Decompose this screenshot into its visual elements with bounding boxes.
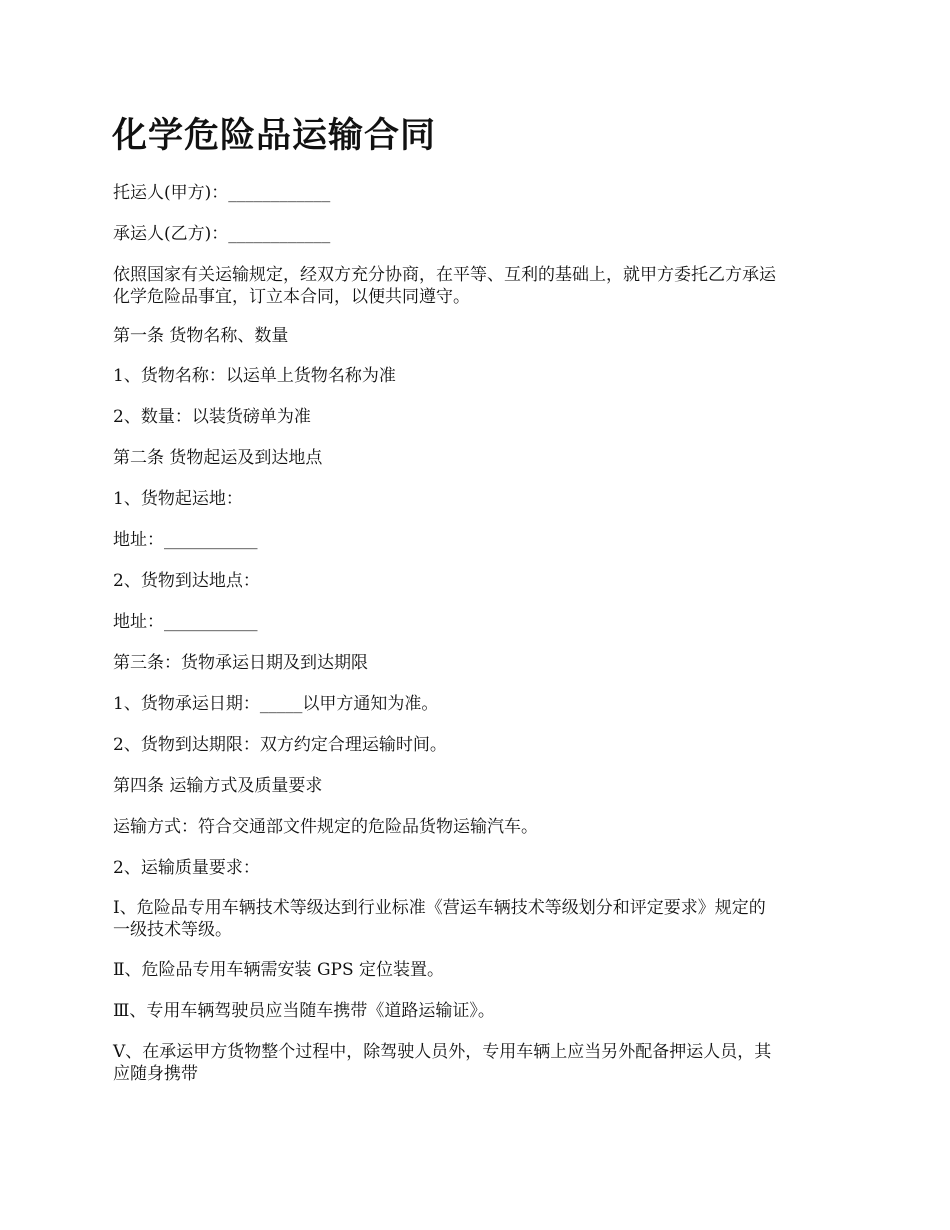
article-1-heading: 第一条 货物名称、数量 bbox=[113, 326, 289, 346]
intro-paragraph bbox=[113, 264, 848, 308]
article-3-heading: 第三条：货物承运日期及到达期限 bbox=[113, 653, 368, 673]
requirement-1 bbox=[113, 897, 848, 941]
carrier-line: 承运人(乙方)：____________ bbox=[113, 224, 331, 244]
requirement-5-line-1: V、在承运甲方货物整个过程中，除驾驶人员外，专用车辆上应当另外配备押运人员，其 bbox=[113, 1042, 772, 1062]
article-2-address-2: 地址：___________ bbox=[113, 612, 258, 632]
requirement-3: Ⅲ、专用车辆驾驶员应当随车携带《道路运输证》。 bbox=[113, 1001, 495, 1021]
intro-line-1: 依照国家有关运输规定，经双方充分协商，在平等、互利的基础上，就甲方委托乙方承运 bbox=[113, 265, 776, 285]
article-2-item-1: 1、货物起运地： bbox=[113, 489, 243, 509]
document-title: 化学危险品运输合同 bbox=[112, 116, 437, 156]
article-4-method: 运输方式：符合交通部文件规定的危险品货物运输汽车。 bbox=[113, 817, 538, 837]
article-4-item-2: 2、运输质量要求： bbox=[113, 858, 260, 878]
article-1-item-2: 2、数量：以装货磅单为准 bbox=[113, 407, 311, 427]
article-2-address-1: 地址：___________ bbox=[113, 530, 258, 550]
article-2-heading: 第二条 货物起运及到达地点 bbox=[113, 448, 323, 468]
article-2-item-2: 2、货物到达地点： bbox=[113, 571, 260, 591]
requirement-2: Ⅱ、危险品专用车辆需安装 GPS 定位装置。 bbox=[113, 960, 445, 980]
article-3-item-2: 2、货物到达期限：双方约定合理运输时间。 bbox=[113, 735, 447, 755]
intro-line-2: 化学危险品事宜，订立本合同，以便共同遵守。 bbox=[113, 287, 470, 307]
requirement-1-line-2: 一级技术等级。 bbox=[113, 920, 232, 940]
shipper-line: 托运人(甲方)：____________ bbox=[113, 183, 331, 203]
article-3-item-1: 1、货物承运日期：_____以甲方通知为准。 bbox=[113, 694, 439, 714]
requirement-5-line-2: 应随身携带 bbox=[113, 1064, 198, 1084]
requirement-1-line-1: I、危险品专用车辆技术等级达到行业标准《营运车辆技术等级划分和评定要求》规定的 bbox=[113, 898, 766, 918]
requirement-5 bbox=[113, 1041, 848, 1085]
article-1-item-1: 1、货物名称：以运单上货物名称为准 bbox=[113, 366, 396, 386]
article-4-heading: 第四条 运输方式及质量要求 bbox=[113, 776, 323, 796]
